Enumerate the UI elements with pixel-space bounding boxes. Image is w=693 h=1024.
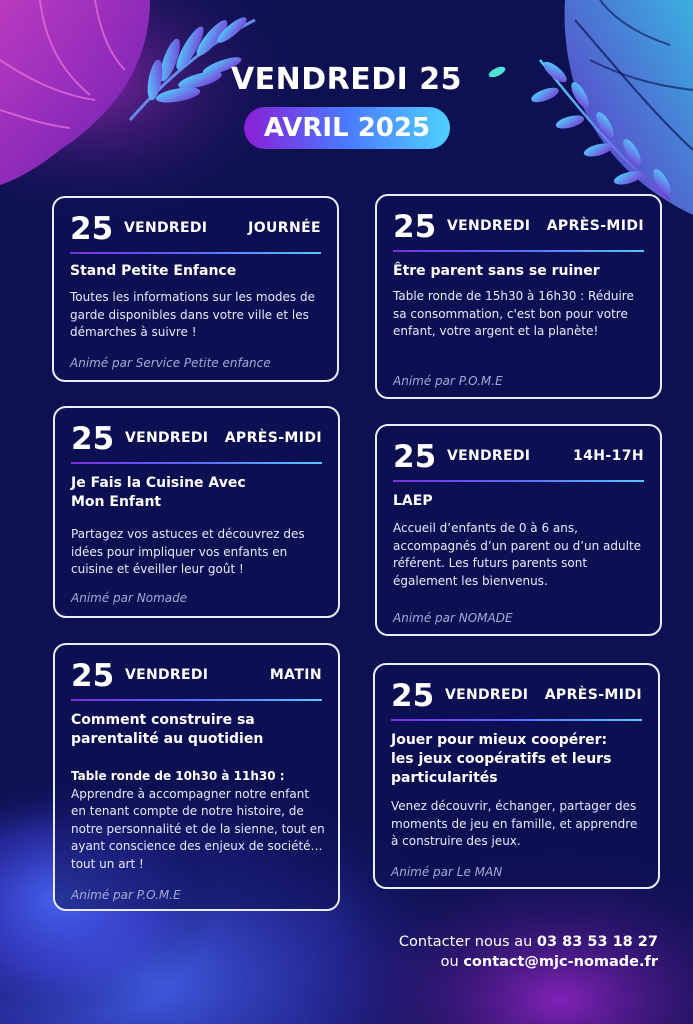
contact-email-line [399, 952, 658, 972]
event-card [373, 663, 660, 889]
card-description: Table ronde de 15h30 à 16h30 : Réduire sa consommation, c'est bon pour votre enfant, votre argent et la planète! [393, 289, 634, 338]
contact-block [399, 932, 658, 972]
card-time-slot: APRÈS-MIDI [224, 430, 322, 446]
card-day-label: VENDREDI [125, 667, 209, 683]
card-divider [71, 699, 322, 701]
contact-phone[interactable]: 03 83 53 18 27 [536, 934, 658, 950]
card-divider [393, 480, 644, 482]
card-divider [70, 252, 321, 254]
contact-phone-prefix: Contacter nous au [398, 934, 533, 950]
event-card [375, 424, 662, 636]
contact-email-prefix: ou [440, 954, 459, 970]
card-title: Stand Petite Enfance [70, 263, 237, 279]
card-day-label: VENDREDI [445, 687, 529, 703]
card-description-body: Apprendre à accompagner notre enfant en tenant compte de notre histoire, de notre personnalité et de la sienne, tout en ayant conscience des enjeux de société… tout un art ! [71, 786, 325, 871]
card-description: Toutes les informations sur les modes de garde disponibles dans votre ville et les démarches à suivre ! [70, 290, 315, 339]
card-organizer: Animé par Service Petite enfance [70, 356, 271, 370]
event-card [53, 643, 340, 911]
card-date-number: 25 [393, 209, 437, 245]
card-description [71, 768, 326, 873]
card-title: LAEP [393, 493, 433, 509]
card-header [391, 677, 642, 717]
card-header [393, 438, 644, 478]
card-day-label: VENDREDI [124, 220, 208, 236]
card-divider [391, 719, 642, 721]
card-description: Partagez vos astuces et découvrez des idées pour impliquer vos enfants en cuisine et éveiller leur goût ! [71, 527, 305, 576]
card-date-number: 25 [71, 421, 115, 457]
card-header [393, 208, 644, 248]
card-day-label: VENDREDI [125, 430, 209, 446]
card-description: Venez découvrir, échanger, partager des moments de jeu en famille, et apprendre à construire des jeux. [391, 799, 638, 848]
card-day-label: VENDREDI [447, 218, 531, 234]
card-time-slot: 14H-17H [572, 448, 644, 464]
card-description-lead: Table ronde de 10h30 à 11h30 : [71, 769, 285, 783]
card-organizer: Animé par Nomade [71, 591, 188, 605]
contact-email[interactable]: contact@mjc-nomade.fr [463, 954, 658, 970]
card-date-number: 25 [70, 211, 114, 247]
card-organizer: Animé par P.O.M.E [393, 374, 503, 388]
card-title: Comment construire sa parentalité au quotidien [71, 712, 264, 747]
card-description: Accueil d’enfants de 0 à 6 ans, accompagnés d’un parent ou d’un adulte référent. Les futurs parents sont également les bienvenus. [393, 521, 642, 588]
contact-phone-line [399, 932, 658, 952]
card-organizer: Animé par Le MAN [391, 865, 503, 879]
card-organizer: Animé par NOMADE [393, 611, 513, 625]
page-title: VENDREDI 25 [230, 62, 463, 97]
card-header [71, 657, 322, 697]
card-divider [393, 250, 644, 252]
card-time-slot: APRÈS-MIDI [546, 218, 644, 234]
event-card [53, 406, 340, 618]
card-organizer: Animé par P.O.M.E [71, 888, 181, 902]
card-title: Je Fais la Cuisine Avec Mon Enfant [71, 475, 246, 510]
card-date-number: 25 [391, 678, 435, 714]
date-badge: AVRIL 2025 [244, 107, 450, 149]
card-day-label: VENDREDI [447, 448, 531, 464]
card-title: Être parent sans se ruiner [393, 263, 600, 279]
card-time-slot: JOURNÉE [248, 220, 321, 236]
card-header [71, 420, 322, 460]
card-date-number: 25 [393, 439, 437, 475]
card-divider [71, 462, 322, 464]
card-time-slot: MATIN [269, 667, 322, 683]
card-header [70, 210, 321, 250]
event-card [375, 194, 662, 399]
card-date-number: 25 [71, 658, 115, 694]
card-title: Jouer pour mieux coopérer: les jeux coopératifs et leurs particularités [391, 732, 612, 786]
card-time-slot: APRÈS-MIDI [544, 687, 642, 703]
event-card [52, 196, 339, 382]
